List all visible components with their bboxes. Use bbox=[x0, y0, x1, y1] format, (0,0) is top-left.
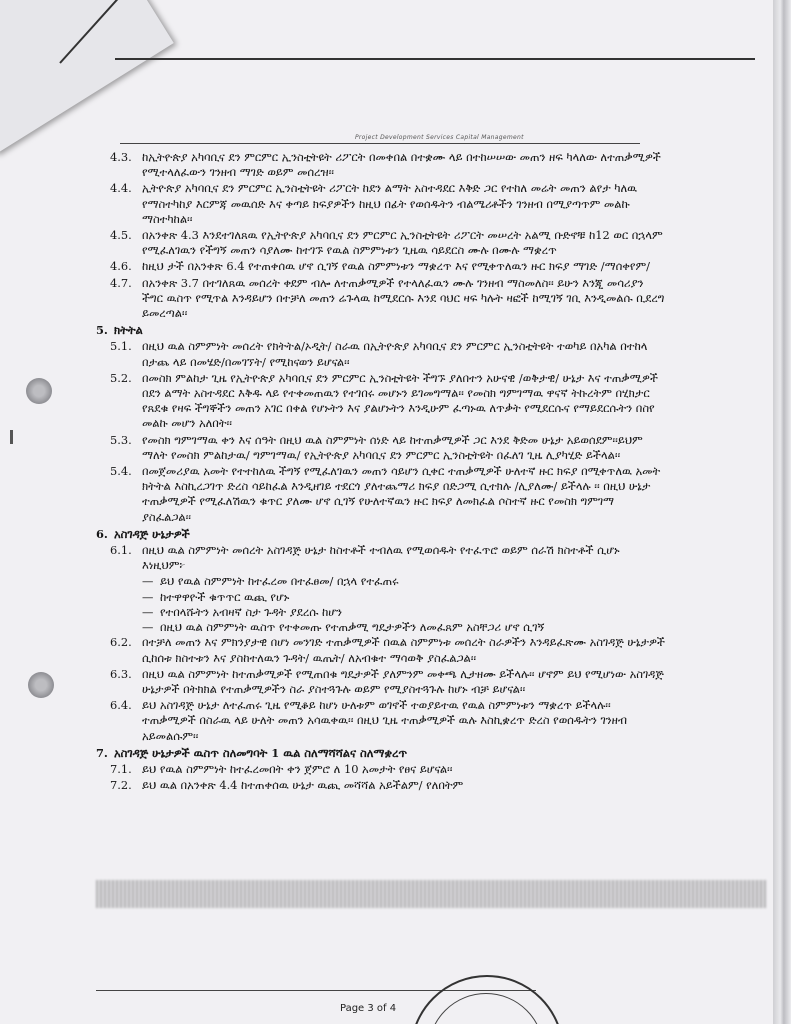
clause-item bbox=[96, 667, 666, 697]
folded-corner bbox=[0, 0, 174, 154]
clause-text: በአንቀጽ 3.7 በተገለጸዉ መሰረት ቀደም ብሎ ለተጠቃሚዎች የተላለፈዉን ሙሉ ገንዘብ ማስመለስ፡፡ ይሁን እንጂ መሳሪያን ችግር ዉስጥ የሚጥል እንዳይሆን በተቻለ መጠን ሬጉላዉ ከሚደርሱ እንደ ባህር ዛፍ ካሉት ዛፎች ከሚገኝ ገቢ እንዲመልሱ ቢደረግ ይመረጣል፡፡ bbox=[142, 275, 665, 321]
punch-hole-top bbox=[26, 378, 52, 404]
clause-text: በተቻለ መጠን እና ምክንያታዊ በሆነ መንገድ ተጠቃሚዎች በዉል ስምምነቱ መሰረት ስራዎችን እንዳይፈጽሙ አስገዳጅ ሁኔታዎች ሲከሰቱ ክስተቱን እና ያስከተለዉን ጉዳት/ ዉጤት/ ለአብቁተ ማሳወቅ ያስፈልጋል፡፡ bbox=[142, 635, 665, 665]
clause-item bbox=[96, 635, 666, 665]
clause-item bbox=[96, 543, 666, 573]
official-stamp bbox=[410, 975, 564, 1024]
clause-text: ይህ አስገዳጅ ሁኔታ ለተፈጠሩ ጊዜ የሚቆይ ከሆነ ሁለቱም ወገኖች ተወያይተዉ የዉል ስምምነቱን ማቋረጥ ይችላሉ፡፡ ተጠቃሚዎች በስራዉ ላይ ሁለት መጠን አሳዉቀዉ፡፡ በዚህ ጊዜ ተጠቃሚዎች ዉሉ እስኪቋረጥ ድረስ የወሰዱትን ገንዘብ አይመልሱም፡፡ bbox=[142, 698, 627, 743]
section-heading bbox=[96, 323, 666, 338]
clause-number: — bbox=[142, 620, 154, 635]
clause-number: 6.4. bbox=[110, 698, 132, 713]
clause-number: 6.2. bbox=[110, 635, 132, 650]
clause-text: በዚህ ዉል ስምምነት ዉስጥ የተቀመጡ የተጠቃሚ ግዴታዎችን ለመፈጸም አስቸጋሪ ሆኖ ሲገኝ bbox=[160, 620, 545, 635]
clause-number: 6.1. bbox=[110, 543, 132, 558]
clause-number: 4.5. bbox=[110, 228, 132, 243]
clause-text: ከዚህ ታች በአንቀጽ 6.4 የተጠቀሰዉ ሆኖ ሲገኝ የዉል ስምምነቱን ማቋረጥ እና የሚቀጥለዉን ዙር ክፍያ ማገድ /ማሰቀየም/ bbox=[142, 259, 650, 274]
clause-text: የተበላሹትን አብዛኛ ስታ ጉዳት ያደረሱ ከሆን bbox=[160, 604, 342, 619]
clause-item bbox=[96, 228, 666, 258]
header-rule bbox=[115, 58, 755, 60]
header-subtitle: Project Development Services Capital Management bbox=[355, 134, 524, 141]
clause-item bbox=[96, 259, 666, 274]
clause-item bbox=[96, 339, 666, 369]
clause-number: 4.3. bbox=[110, 150, 132, 164]
bullet-item bbox=[96, 590, 666, 605]
section-heading bbox=[96, 527, 666, 542]
clause-item bbox=[96, 276, 666, 322]
clause-text: ከኢትዮጵያ አካባቢና ደን ምርምር ኢንስቲትዩት ሪፖርት በመቀበል በተቋሙ ላይ በተከሠሠው መጠን ዘፍ ካላለው ለተጠቃሚዎች የሚተላለፈውን ገንዘብ ማገድ ወይም መሰረዝ፡፡ bbox=[142, 150, 661, 180]
clause-text: የመስክ ግምገማዉ ቀን እና ሰዓት በዚህ ዉል ስምምነት ሰነድ ላይ ከተጠቃሚዎች ጋር እንደ ቅድመ ሁኔታ አይወሰደም፡፡ይህም ማለት የመስክ ምልከታዉ/ ግምገማዉ/ የኢትዮጵያ አካባቢና ደን ምርምር ኢንስቲትዩት በፈለገ ጊዜ ሊያካሂድ ይችላል፡፡ bbox=[142, 432, 643, 462]
photocopy-smudge bbox=[96, 880, 766, 908]
clause-number: 7.1. bbox=[110, 761, 132, 776]
clause-text: ይህ የዉል ስምምነት ከተፈረመበት ቀን ጀምሮ ለ 10 አመታት የፀና ይሆናል፡፡ bbox=[142, 761, 453, 776]
clause-number: 6. bbox=[96, 526, 108, 541]
clause-number: 5.4. bbox=[110, 464, 132, 479]
clause-text: በመስክ ምልከታ ጊዜ የኢትዮጵያ አካባቢና ደን ምርምር ኢንስቲትዩት ችግኙ ያለበተን አሁናዊ /ወቅታዊ/ ሁኔታ እና ተጠቃሚዎች በደን ልማት አስተዳደር እቅዱ ላይ የተቀመጠዉን የተገበሩ መሆኑን ይገመግማል፡፡ የመስክ ግምገማዉ ዋናኛ ትኩረትም በሂክታር የጸደቁ የዛፍ ችግኞችን መጠን አገር በቀል የሆኑትን እና ያልሆኑትን እንዲሁም ፈጣኑዉ ለጥቃት የሚደርሱና የማይደርሱትን በስየ መልኩ መሆን አለበት፡፡ bbox=[142, 370, 658, 431]
bullet-item bbox=[96, 605, 666, 620]
clause-number: — bbox=[142, 589, 154, 604]
section-heading bbox=[96, 746, 666, 761]
clause-text: ከተዋዋዮች ቁጥጥር ዉጪ የሆኑ bbox=[160, 589, 290, 604]
clause-item bbox=[96, 181, 666, 227]
clause-item bbox=[96, 778, 666, 793]
clause-text: ይህ የዉል ስምምነት ከተፈረመ በተፈፀመ/ በኋላ የተፈጠሩ bbox=[160, 574, 399, 589]
clause-text: ይህ ዉል በአንቀጽ 4.4 ከተጠቀሰዉ ሁኔታ ዉጪ መሻሻል አይችልም/ የለበትም bbox=[142, 778, 464, 793]
clause-item bbox=[96, 150, 666, 180]
clause-number: 5.3. bbox=[110, 432, 132, 447]
margin-mark bbox=[10, 430, 13, 444]
clause-number: 5.1. bbox=[110, 339, 132, 354]
clause-number: 4.4. bbox=[110, 181, 132, 196]
clause-number: 4.7. bbox=[110, 275, 132, 290]
clause-text: በዚህ ዉል ስምምነት መሰረት የክትትል/ኦዲት/ ስራዉ በኢትዮጵያ አካባቢና ደን ምርምር ኢንስቲትዩት ተወካይ በአካል በተከላ በታጨ ላይ በመሄድ/በመገኘት/ የሚከናወን ይሆናል፡፡ bbox=[142, 339, 648, 369]
document-body bbox=[96, 150, 666, 794]
clause-number: 7.2. bbox=[110, 778, 132, 793]
stamp-inner-ring bbox=[428, 993, 544, 1024]
clause-number: — bbox=[142, 604, 154, 619]
punch-hole-bottom bbox=[28, 672, 54, 698]
clause-item bbox=[96, 698, 666, 744]
clause-text: በዚህ ዉል ስምምነት ከተጠቃሚዎች የሚጠበቁ ግዴታዎች ያለምንም መቀጫ ሊታዘሙ ይችላሉ፡፡ ሆኖም ይህ የሚሆነው አስገዳጅ ሁኔታዎች በትክክል የተጠቃሚዎችን ስራ ያስተጓጉሉ ወይም የሚያስተጓጉሉ ከሆኑ ብቻ ይሆናል፡፡ bbox=[142, 666, 664, 696]
clause-text: አስገዳጅ ሁኔታዎች ዉስጥ ስለመግባት 1 ዉል ስለማሻሻልና ስለማቋረጥ bbox=[114, 745, 408, 760]
bullet-item bbox=[96, 574, 666, 589]
clause-number: 6.3. bbox=[110, 666, 132, 681]
clause-number: 5. bbox=[96, 323, 108, 338]
clause-item bbox=[96, 464, 666, 525]
clause-text: በዚህ ዉል ስምምነት መሰረት አስገዳጅ ሁኔታ ከስተቶች ተብለዉ የሚወሰዱት የተፈጥሮ ወይም ሰራሽ ክስተቶች ሲሆኑ እነዚህም፦ bbox=[142, 543, 620, 573]
clause-number: 7. bbox=[96, 745, 108, 760]
clause-text: ኢትዮጵያ አካባቢና ደን ምርምር ኢንስቲትዩት ሪፖርት ከደን ልማት አስተዳደር እቅድ ጋር የተከለ መሬት መጠን ልየታ ካለዉ የማስተካከያ እርምጃ መዉሰድ እና ቀጣይ ክፍያዎችን ከዚህ በፊት የወሰዱትን ብልሜሪቶችን ገንዘብ በሚያጣጥም መልኩ ማስተካከል፡፡ bbox=[142, 181, 638, 226]
page-stack-edge bbox=[773, 0, 791, 1024]
clause-item bbox=[96, 762, 666, 777]
clause-number: 5.2. bbox=[110, 370, 132, 385]
clause-item bbox=[96, 371, 666, 432]
clause-text: በአንቀጽ 4.3 እንደተገለጸዉ የኢትዮጵያ አካባቢና ደን ምርምር ኢንስቲትዩት ሪፖርት መሠረት አልሚ ቡድኖቹ ከ12 ወር በኋላም የሚፈለገዉን የችግኝ መጠን ሳያለሙ ከተገኙ የዉል ስምምነቱን ጊዜዉ ሳይደርስ ሙሉ በሙሉ ማቋረጥ bbox=[142, 228, 663, 258]
page-number: Page 3 of 4 bbox=[340, 1003, 397, 1014]
clause-number: — bbox=[142, 574, 154, 589]
clause-text: አስገዳጅ ሁኔታዎች bbox=[114, 526, 190, 541]
bullet-item bbox=[96, 620, 666, 635]
clause-item bbox=[96, 433, 666, 463]
clause-text: በመጀመሪያዉ አመት የተተከለዉ ችግኝ የሚፈለገዉን መጠን ሳይሆን ሲቀር ተጠቃሚዎች ሁለተኛ ዙር ክፍያ በሚቀጥለዉ አመት ክትትል እስኪረጋገጥ ድረስ ሳይከፈል እንዲዘገይ ተደርጎ ያለተጨማሪ ክፍያ በድጋሚ ሲተክሉ /ሊያለሙ/ ይችላሉ ፡፡ በዚህ ሁኔታ ተጠቃሚዎች የሚፈለሽዉን ቁጥር ያለሙ ሆኖ ሲገኝ የሁለተኛዉን ዙር ክፍያ ለመክፈል ሶስተኛ ዙር የመስክ ግምገማ ያስፈልጋል፡፡ bbox=[142, 464, 661, 524]
header-rule-secondary bbox=[120, 143, 640, 144]
clause-text: ክትትል bbox=[114, 323, 143, 338]
clause-number: 4.6. bbox=[110, 259, 132, 274]
